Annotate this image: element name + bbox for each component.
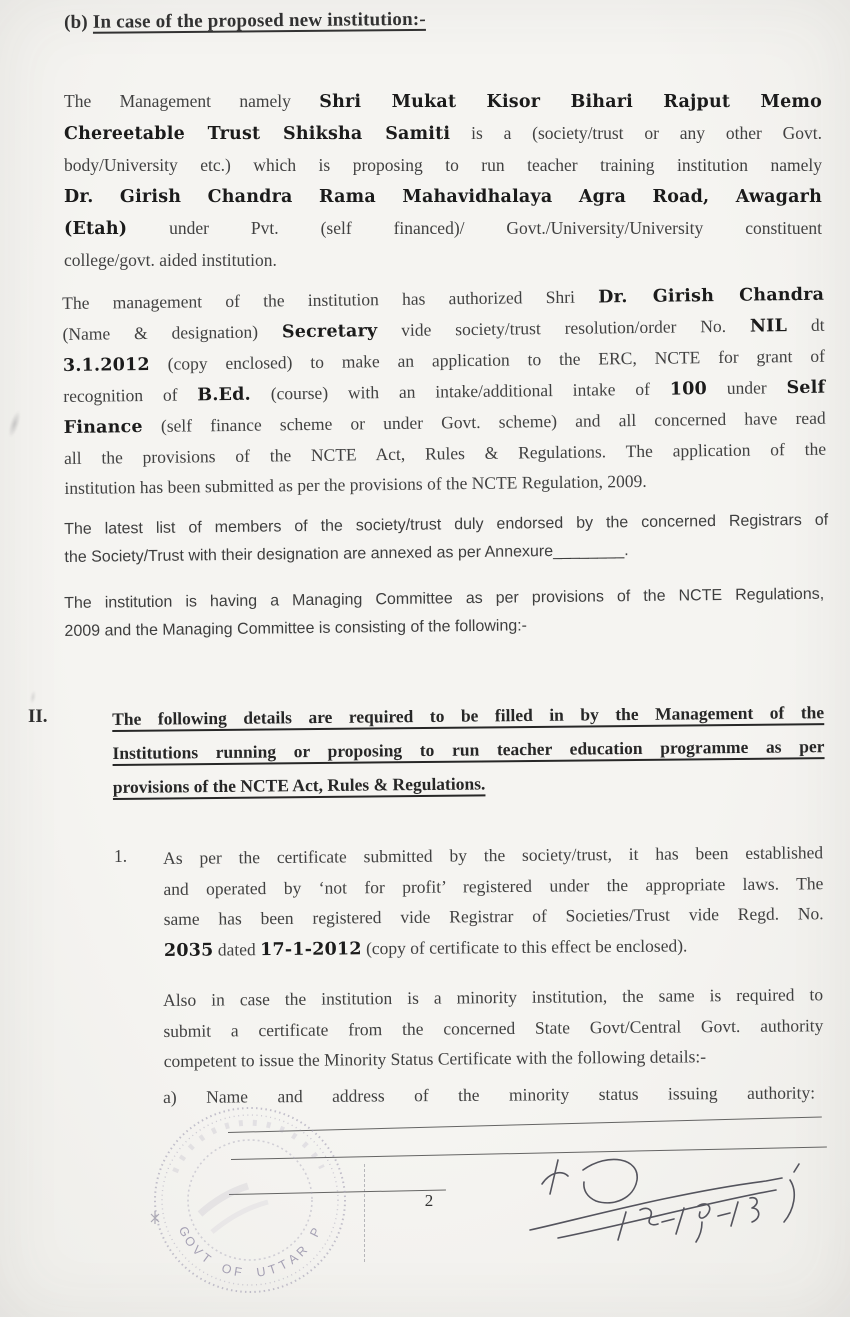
item-1-marker: 1.	[114, 846, 128, 866]
text-segment: recognition of	[63, 384, 198, 406]
stamp-letter: O	[181, 1233, 200, 1251]
section-b-heading	[64, 7, 624, 34]
text-segment: dt	[786, 314, 825, 336]
text-segment: (Etah)	[64, 219, 128, 239]
margin-smudge	[6, 409, 23, 438]
stamp-letter: T	[266, 1261, 280, 1278]
text-segment: The institution is having a Managing Committee as per provisions of the NCTE Regulations,	[64, 585, 825, 612]
text-segment: 100	[669, 379, 708, 400]
signature-strokes	[530, 1159, 799, 1242]
text-segment: submit a certificate from the concerned State Govt/Central Govt. authority	[163, 1014, 824, 1041]
text-segment: is a (society/trust or any other Govt.	[450, 123, 822, 143]
text-segment: same has been registered vide Registrar of Societies/Trust vide Regd. No.	[163, 903, 824, 929]
text-line	[64, 7, 624, 34]
text-segment: the Society/Trust with their designation are annexed as per Annexure________.	[64, 542, 629, 566]
text-segment: In case of the proposed new institution:-	[92, 8, 426, 33]
stamp-rings	[151, 1108, 345, 1292]
stamp-letter: O	[219, 1260, 235, 1278]
text-segment: Name and address of the minority status issuing authority:	[206, 1082, 816, 1107]
text-segment: provisions of the NCTE Act, Rules & Regulations.	[112, 773, 486, 797]
stamp-letter: R	[293, 1242, 311, 1260]
margin-smudge	[29, 690, 37, 705]
signature-scribble	[528, 1150, 828, 1268]
text-segment: Also in case the institution is a minority institution, the same is required to	[163, 984, 824, 1010]
text-line	[163, 1010, 823, 1046]
text-segment: The following details are required to be filled in by the Management of the	[112, 702, 825, 729]
text-segment: (copy enclosed) to make an application to the ERC, NCTE for grant of	[149, 345, 826, 374]
stamp-letter: G	[175, 1224, 194, 1240]
text-segment: dated	[213, 938, 261, 960]
text-segment: body/University etc.) which is proposing to run teacher training institution namely	[64, 155, 822, 175]
stamp-letter: V	[189, 1242, 207, 1260]
text-segment: competent to issue the Minority Status Certificate with the following details:-	[163, 1046, 707, 1071]
text-line	[64, 118, 822, 150]
stamp-letter: P	[307, 1224, 324, 1240]
text-segment: (Name & designation)	[62, 321, 283, 344]
text-segment: under	[706, 377, 787, 399]
text-segment: The management of the institution has authorized Shri	[62, 286, 599, 313]
section-ii-marker: II.	[28, 706, 48, 727]
minority-paragraph	[163, 979, 824, 1076]
text-segment: Chereetable Trust Shiksha Samiti	[64, 124, 451, 144]
text-segment: Shri Mukat Kisor Bihari Rajput Memo	[319, 92, 822, 112]
text-segment: The latest list of members of the society/trust duly endorsed by the concerned Registrars of	[64, 511, 829, 538]
text-segment: 17-1-2012	[260, 938, 362, 960]
text-segment: institution has been submitted as per the provisions of the NCTE Regulation, 2009.	[64, 470, 647, 498]
text-segment: Institutions running or proposing to run teacher education programme as per	[112, 736, 825, 763]
text-segment: (course) with an intake/additional intake of	[250, 378, 670, 404]
stamp-top-arc-marks	[175, 1123, 322, 1172]
text-segment: vide society/trust resolution/order No.	[377, 315, 751, 341]
text-segment: Self	[786, 377, 826, 399]
text-segment: (copy of certificate to this effect be enclosed).	[361, 934, 688, 958]
text-line	[163, 979, 823, 1015]
text-segment: As per the certificate submitted by the society/trust, it has been established	[163, 842, 824, 868]
management-paragraph	[64, 86, 822, 276]
stamp-inner-smudge	[212, 1202, 268, 1232]
managing-committee-paragraph	[64, 581, 825, 646]
text-segment: Dr. Girish Chandra Rama Mahavidhalaya Agra Road, Awagarh	[64, 187, 822, 207]
members-list-paragraph	[64, 507, 829, 572]
section-ii-heading	[112, 695, 825, 804]
stamp-letter: A	[285, 1250, 302, 1267]
text-segment: NIL	[749, 316, 788, 337]
text-segment: 3.1.2012	[62, 354, 150, 376]
text-line	[164, 929, 824, 966]
text-segment: Dr. Girish Chandra	[598, 284, 825, 308]
notary-stamp	[142, 1096, 358, 1308]
text-segment: The Management namely	[64, 91, 320, 111]
text-line	[113, 763, 825, 804]
page-number: 2	[424, 1191, 434, 1210]
text-segment: 2035	[163, 940, 214, 961]
text-segment: 2009 and the Managing Committee is consisting of the following:-	[64, 617, 528, 640]
text-segment: all the provisions of the NCTE Act, Rules & Regulations. The application of the	[63, 438, 827, 468]
text-segment: (b)	[64, 11, 93, 33]
text-segment: a)	[163, 1086, 207, 1107]
text-segment: Secretary	[281, 321, 378, 343]
text-segment: college/govt. aided institution.	[64, 250, 277, 270]
stamp-letter: U	[255, 1264, 268, 1280]
text-line	[112, 729, 824, 770]
text-line	[64, 86, 822, 118]
text-line	[64, 181, 822, 213]
text-segment: (self finance scheme or under Govt. scheme) and all concerned have read	[142, 407, 826, 437]
item-1-paragraph	[163, 837, 824, 966]
stamp-star-mark	[151, 1211, 159, 1224]
text-segment: Finance	[63, 417, 143, 438]
stamp-letter: T	[198, 1250, 215, 1267]
text-segment: B.Ed.	[197, 384, 252, 406]
text-line	[64, 245, 822, 276]
stamp-letter: T	[276, 1256, 291, 1273]
text-line	[64, 150, 822, 181]
fold-mark	[364, 1164, 365, 1262]
text-segment: and operated by ‘not for profit’ registered under the appropriate laws. The	[163, 872, 824, 899]
text-line	[164, 898, 824, 934]
text-line	[64, 213, 822, 245]
text-segment: under Pvt. (self financed)/ Govt./University/University constituent	[127, 218, 822, 238]
stamp-letter: F	[233, 1264, 244, 1280]
authorization-paragraph	[62, 279, 827, 503]
text-line	[163, 837, 823, 873]
text-line	[164, 1040, 824, 1076]
